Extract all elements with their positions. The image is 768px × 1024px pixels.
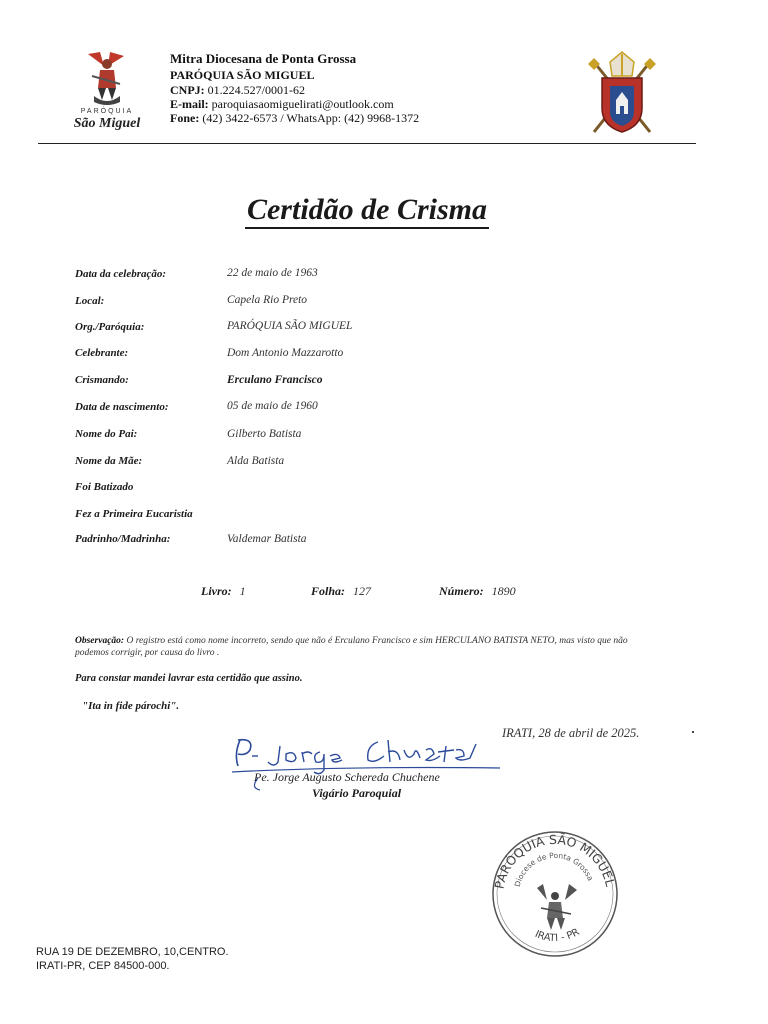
phone-value: (42) 3422-6573 / WhatsApp: (42) 9968-1372 xyxy=(202,111,420,125)
observation-text: O registro está como nome incorreto, sendo que não é Erculano Francisco e sim HERCULANO BATISTA NETO, mas visto que não podemos corrigir, por causa do livro . xyxy=(75,636,628,658)
field-label: Local: xyxy=(75,295,105,307)
logo-caption-small: PARÓQUIA xyxy=(80,108,134,115)
field-label: Nome do Pai: xyxy=(75,428,138,440)
cnpj-label: CNPJ: xyxy=(170,83,205,97)
date-place: IRATI, 28 de abril de 2025. xyxy=(502,726,640,740)
stamp-angel-icon xyxy=(537,884,577,930)
stamp-top-text: PARÓQUIA SÃO MIGUEL xyxy=(491,831,619,891)
folha-label: Folha: xyxy=(311,584,346,598)
diocese-crest-icon xyxy=(586,50,658,136)
stamp-bottom-text: IRATI - PR xyxy=(533,926,582,945)
field-value: Capela Rio Preto xyxy=(227,294,308,306)
speck xyxy=(692,731,694,733)
numero-value: 1890 xyxy=(491,584,516,598)
stamp-inner-text: Diocese de Ponta Grossa xyxy=(512,850,596,888)
cnpj-value: 01.224.527/0001-62 xyxy=(207,83,306,97)
observation-label: Observação: xyxy=(75,636,125,646)
email-label: E-mail: xyxy=(170,97,209,111)
field-label: Data de nascimento: xyxy=(75,401,169,413)
parish-logo xyxy=(58,48,156,138)
livro-value: 1 xyxy=(239,584,246,598)
book-livro xyxy=(201,584,246,599)
field-label: Fez a Primeira Eucaristia xyxy=(75,508,193,520)
field-label: Data da celebração: xyxy=(75,268,167,280)
parish-stamp xyxy=(485,826,625,961)
field-label: Padrinho/Madrinha: xyxy=(75,533,171,545)
phone-line xyxy=(170,111,419,126)
field-value: Erculano Francisco xyxy=(227,374,323,386)
book-numero xyxy=(439,584,516,599)
field-value: 22 de maio de 1963 xyxy=(227,267,318,279)
logo-caption-big: São Miguel xyxy=(73,116,141,131)
field-label: Celebrante: xyxy=(75,347,129,359)
footer-address-line1: RUA 19 DE DEZEMBRO, 10,CENTRO. xyxy=(36,946,229,958)
field-value: Alda Batista xyxy=(227,455,285,467)
phone-label: Fone: xyxy=(170,111,200,125)
parish-name: PARÓQUIA SÃO MIGUEL xyxy=(170,68,315,82)
diocese-name: Mitra Diocesana de Ponta Grossa xyxy=(170,51,357,66)
document-title-text: Certidão de Crisma xyxy=(245,193,489,229)
livro-label: Livro: xyxy=(201,584,232,598)
numero-label: Número: xyxy=(439,584,484,598)
document-title xyxy=(0,193,734,227)
cnpj-line xyxy=(170,83,305,98)
field-value: Dom Antonio Mazzarotto xyxy=(227,347,344,359)
email-value: paroquiasaomiguelirati@outlook.com xyxy=(211,97,394,111)
motto: "Ita in fide párochi". xyxy=(82,700,180,712)
signatory-role: Vigário Paroquial xyxy=(312,786,402,800)
folha-value: 127 xyxy=(353,584,372,598)
saint-michael-icon xyxy=(80,48,134,106)
closing-statement: Para constar mandei lavrar esta certidão que assino. xyxy=(75,673,303,684)
observation xyxy=(75,635,655,659)
email-line xyxy=(170,97,394,112)
signatory-name: Pe. Jorge Augusto Schereda Chuchene xyxy=(254,770,440,784)
field-value: Gilberto Batista xyxy=(227,428,302,440)
field-label: Nome da Mãe: xyxy=(75,455,143,467)
field-label: Foi Batizado xyxy=(75,481,134,493)
field-value: PARÓQUIA SÃO MIGUEL xyxy=(227,320,353,332)
book-folha xyxy=(311,584,371,599)
field-value: 05 de maio de 1960 xyxy=(227,400,318,412)
field-label: Crismando: xyxy=(75,374,129,386)
field-label: Org./Paróquia: xyxy=(75,321,145,333)
footer-address-line2: IRATI-PR, CEP 84500-000. xyxy=(36,960,170,972)
field-value: Valdemar Batista xyxy=(227,533,307,545)
header-divider xyxy=(38,143,696,144)
